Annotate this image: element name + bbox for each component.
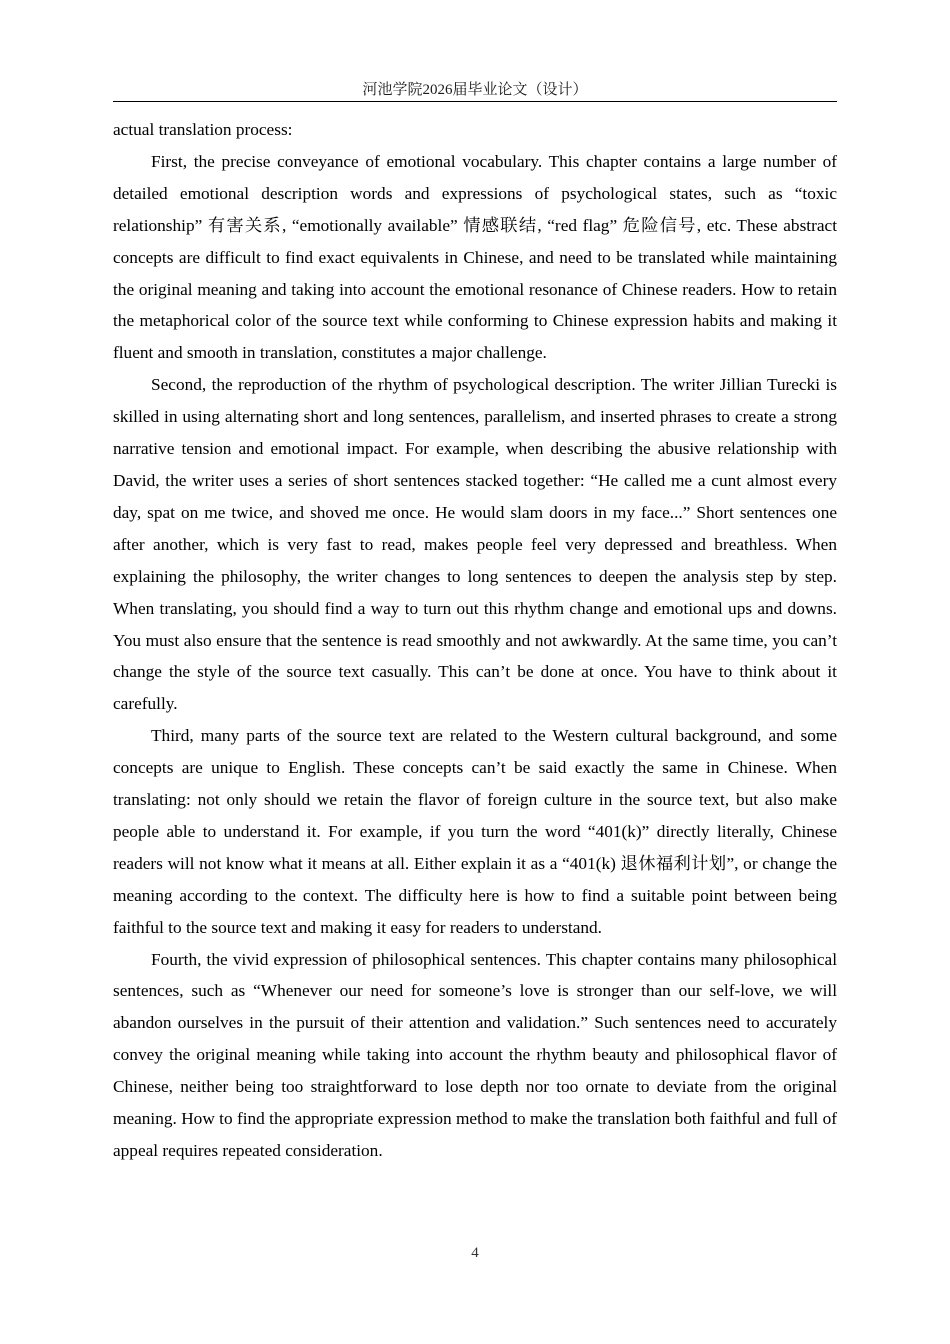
running-header: 河池学院2026届毕业论文（设计） [362, 82, 588, 98]
paragraph-third: Third, many parts of the source text are related to the Western cultural background, and some concepts are unique to English. These concepts can’t be said exactly the same in Chinese. When translating: not only should we retain the flavor of foreign culture in the source text, but also make people able to understand it. For example, if you turn the word “401(k)” directly literally, Chinese readers will not know what it means at all. Either explain it as a “401(k) 退休福利计划”, or change the meaning according to the context. The difficulty here is how to find a suitable point between being faithful to the source text and making it easy for readers to understand. [113, 726, 837, 937]
header-rule [113, 101, 837, 102]
body-text [113, 114, 837, 1167]
paragraph-first: First, the precise conveyance of emotional vocabulary. This chapter contains a large number of detailed emotional description words and expressions of psychological states, such as “toxic relationship” 有害关系, “emotionally available” 情感联结, “red flag” 危险信号, etc. These abstract concepts are difficult to find exact equivalents in Chinese, and need to be translated while maintaining the original meaning and taking into account the emotional resonance of Chinese readers. How to retain the metaphorical color of the source text while conforming to Chinese expression habits and making it fluent and smooth in translation, constitutes a major challenge. [113, 151, 837, 363]
page-number: 4 [471, 1245, 479, 1261]
paragraph-fourth: Fourth, the vivid expression of philosophical sentences. This chapter contains many philosophical sentences, such as “Whenever our need for someone’s love is stronger than our self-love, we will abandon ourselves in the pursuit of their attention and validation.” Such sentences need to accurately convey the original meaning while taking into account the rhythm beauty and philosophical flavor of Chinese, neither being too straightforward to lose depth nor too ornate to deviate from the original meaning. How to find the appropriate expression method to make the translation both faithful and full of appeal requires repeated consideration. [113, 949, 837, 1160]
paragraph-second: Second, the reproduction of the rhythm of psychological description. The writer Jillian Turecki is skilled in using alternating short and long sentences, parallelism, and inserted phrases to create a strong narrative tension and emotional impact. For example, when describing the abusive relationship with David, the writer uses a series of short sentences stacked together: “He called me a cunt almost every day, spat on me twice, and shoved me once. He would slam doors in my face...” Short sentences one after another, which is very fast to read, makes people feel very depressed and breathless. When explaining the philosophy, the writer changes to long sentences to deepen the analysis step by step. When translating, you should find a way to turn out this rhythm change and emotional ups and downs. You must also ensure that the sentence is read smoothly and not awkwardly. At the same time, you can’t change the style of the source text casually. This can’t be done at once. You have to think about it carefully. [113, 375, 837, 714]
paragraph-continuation: actual translation process: [113, 120, 293, 139]
